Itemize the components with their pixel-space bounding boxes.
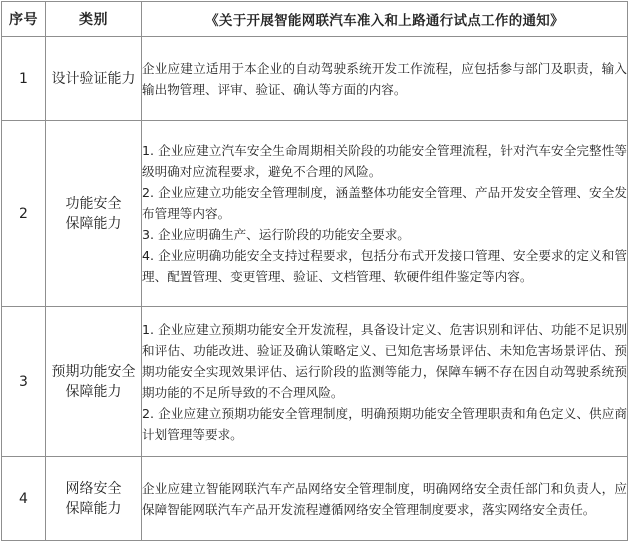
row-category-text: 预期功能安全 保障能力 (51, 363, 136, 400)
row-content (142, 307, 628, 457)
row-number: 1 (2, 37, 46, 121)
row-number: 4 (2, 457, 46, 541)
content-paragraph: 2. 企业应建立功能安全管理制度，涵盖整体功能安全管理、产品开发安全管理、安全发布管理等内容。 (142, 185, 627, 221)
row-number: 3 (2, 307, 46, 457)
row-category-text: 网络安全 保障能力 (65, 480, 122, 517)
content-paragraph: 2. 企业应建立预期功能安全管理制度，明确预期功能安全管理职责和角色定义、供应商计划管理等要求。 (142, 405, 627, 442)
content-paragraph: 1. 企业应建立预期功能安全开发流程，具备设计定义、危害识别和评估、功能不足识别和评估、功能改进、验证及确认策略定义、已知危害场景评估、未知危害场景评估、预期功能安全实现效果评估、运行阶段的监测等能力，保障车辆不存在因自动驾驶系统预期功能的不足所导致的不合理风险。 (142, 321, 627, 400)
row-content (142, 457, 628, 541)
table-row (2, 37, 628, 121)
table-row (2, 121, 628, 307)
content-paragraph: 3. 企业应明确生产、运行阶段的功能安全要求。 (142, 227, 410, 242)
row-number: 2 (2, 121, 46, 307)
table-row (2, 457, 628, 541)
content-paragraph: 4. 企业应明确功能安全支持过程要求，包括分布式开发接口管理、安全要求的定义和管理、配置管理、变更管理、验证、文档管理、软硬件组件鉴定等内容。 (142, 248, 627, 284)
row-category-text: 功能安全 保障能力 (65, 195, 122, 232)
header-document-title: 《关于开展智能网联汽车准入和上路通行试点工作的通知》 (142, 2, 628, 37)
row-category (46, 307, 142, 457)
row-content (142, 121, 628, 307)
content-paragraph: 1. 企业应建立汽车安全生命周期相关阶段的功能安全管理流程，针对汽车安全完整性等级明确对应流程要求，避免不合理的风险。 (142, 143, 627, 179)
row-category (46, 457, 142, 541)
header-category: 类别 (46, 2, 142, 37)
row-category (46, 121, 142, 307)
table-row (2, 307, 628, 457)
content-paragraph: 企业应建立智能网联汽车产品网络安全管理制度，明确网络安全责任部门和负责人，应保障智能网联汽车产品开发流程遵循网络安全管理制度要求，落实网络安全责任。 (142, 480, 627, 517)
content-paragraph: 企业应建立适用于本企业的自动驾驶系统开发工作流程，应包括参与部门及职责，输入输出物管理、评审、验证、确认等方面的内容。 (142, 60, 627, 97)
requirements-table (1, 1, 628, 541)
header-row (2, 2, 628, 37)
row-content (142, 37, 628, 121)
header-serial-number: 序号 (2, 2, 46, 37)
row-category: 设计验证能力 (46, 37, 142, 121)
